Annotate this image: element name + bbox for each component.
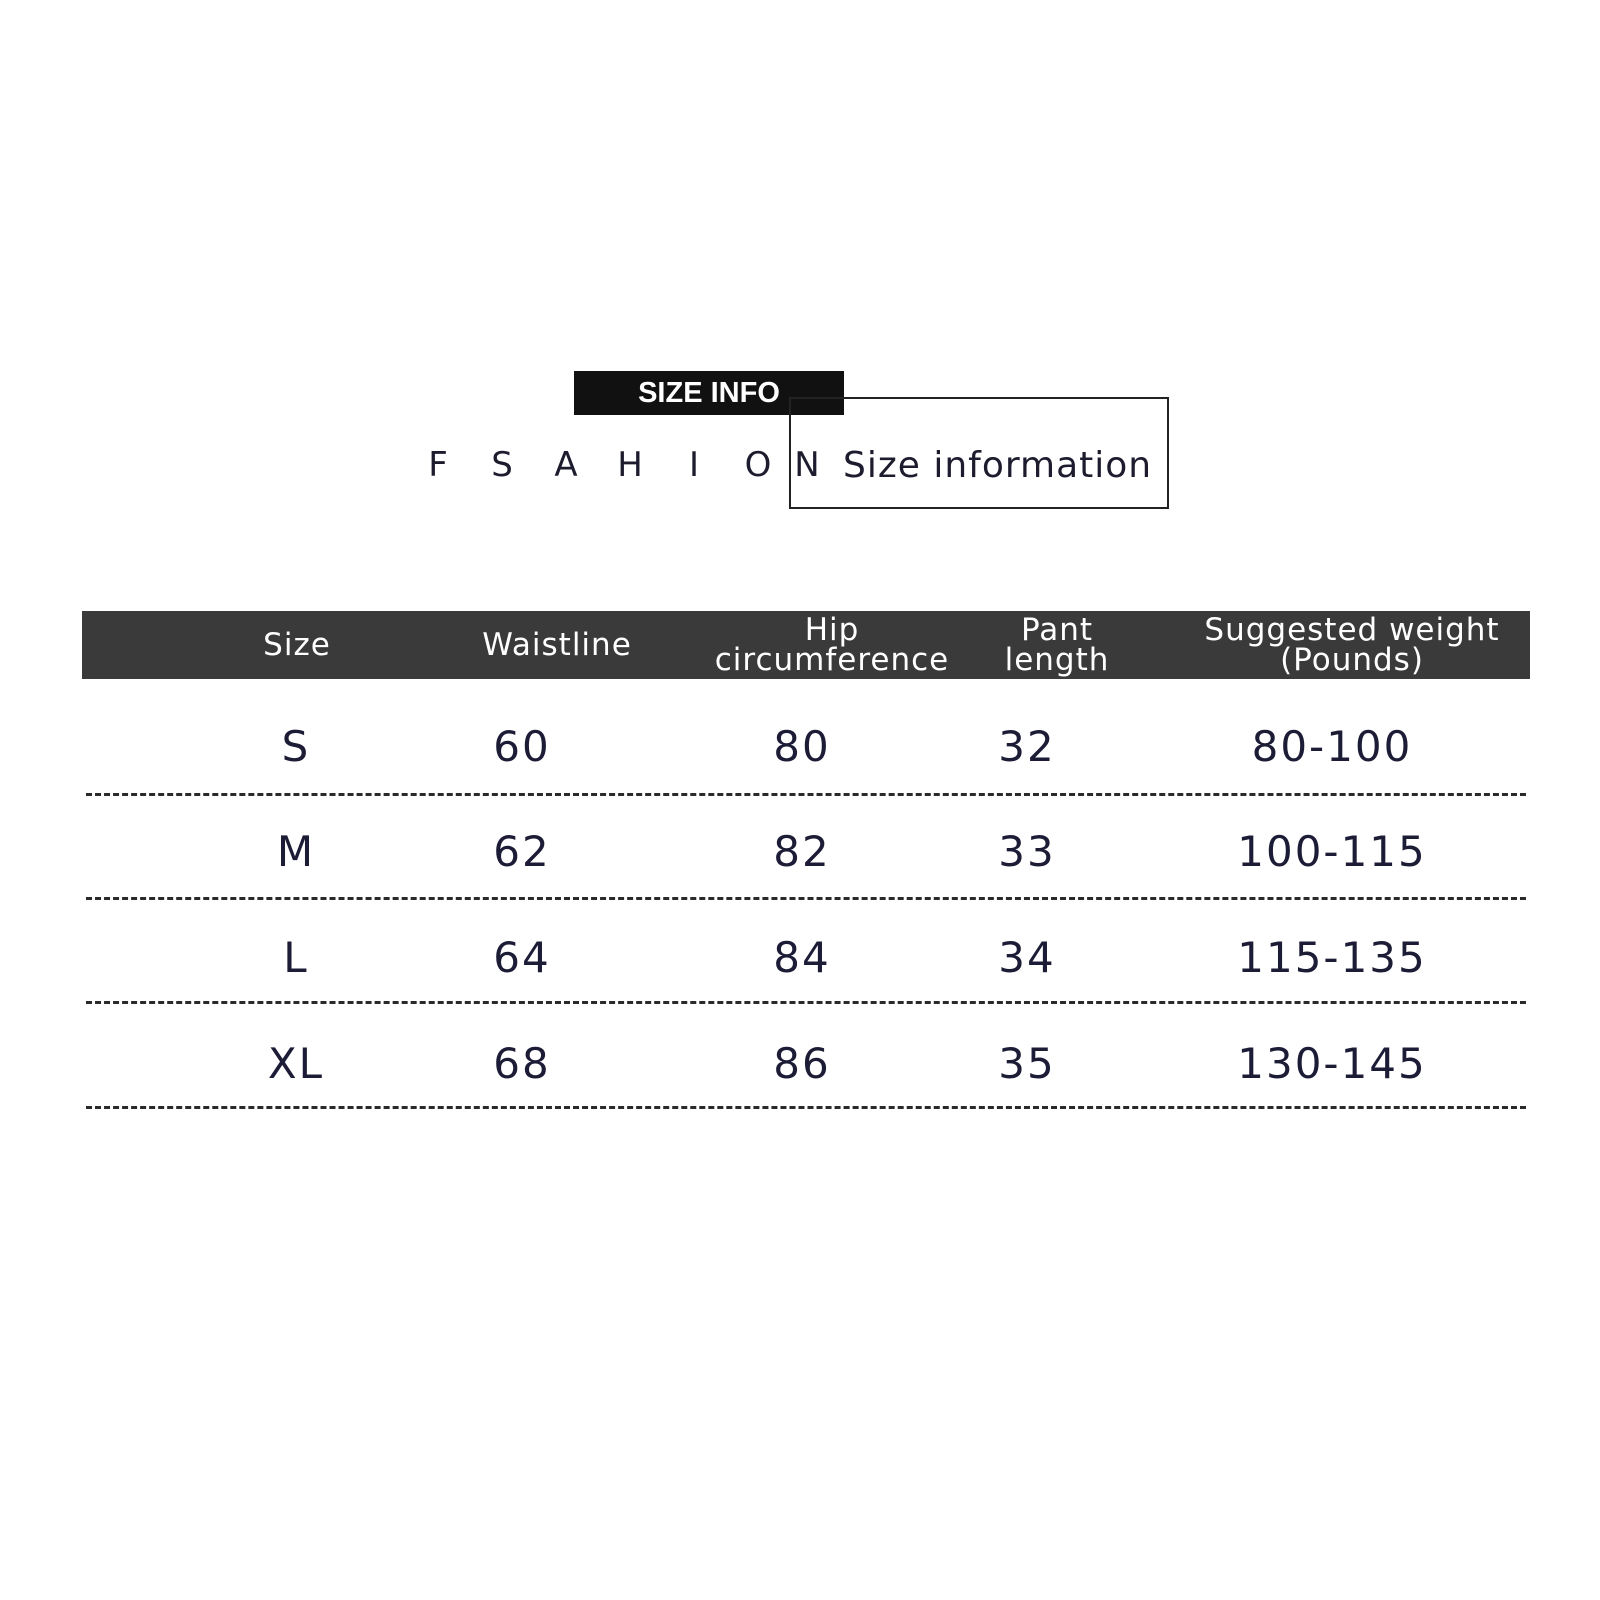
- cell-waistline: 64: [493, 932, 551, 982]
- table-row: [82, 811, 1530, 891]
- header-pant-length: [942, 611, 1172, 679]
- header-pant-line1: Pant: [1020, 612, 1094, 648]
- row-divider: [86, 1001, 1526, 1004]
- brand-letter: N: [794, 445, 820, 485]
- brand-letters: [406, 440, 824, 490]
- header-hip-line2: circumference: [714, 642, 950, 678]
- cell-size: S: [281, 721, 311, 771]
- cell-hip: 84: [773, 932, 831, 982]
- subtitle: Size information: [843, 444, 1153, 486]
- brand-letter: H: [617, 445, 643, 485]
- cell-waistline: 60: [493, 721, 551, 771]
- row-divider: [86, 1106, 1526, 1109]
- cell-pant-length: 33: [998, 826, 1056, 876]
- cell-waistline: 68: [493, 1038, 551, 1088]
- cell-size: XL: [267, 1038, 325, 1088]
- brand-letter: I: [688, 445, 700, 485]
- cell-hip: 80: [773, 721, 831, 771]
- table-row: [82, 917, 1530, 997]
- cell-pant-length: 34: [998, 932, 1056, 982]
- brand-letter: O: [744, 445, 772, 485]
- header-waistline-label: Waistline: [482, 627, 632, 663]
- cell-hip: 86: [773, 1038, 831, 1088]
- row-divider: [86, 897, 1526, 900]
- header-hip-line1: Hip: [804, 612, 860, 648]
- cell-pant-length: 35: [998, 1038, 1056, 1088]
- cell-size: L: [283, 932, 309, 982]
- header-size-label: Size: [263, 627, 331, 663]
- row-divider: [86, 793, 1526, 796]
- cell-pant-length: 32: [998, 721, 1056, 771]
- brand-letter: S: [491, 445, 513, 485]
- cell-hip: 82: [773, 826, 831, 876]
- cell-size: M: [276, 826, 316, 876]
- table-row: [82, 706, 1530, 786]
- header-pant-line2: length: [1004, 642, 1110, 678]
- header-waistline: [442, 611, 672, 679]
- header-weight: [1192, 611, 1512, 679]
- brand-letter: F: [428, 445, 448, 485]
- header-size: [182, 611, 412, 679]
- cell-weight: 100-115: [1237, 826, 1427, 876]
- header-weight-line1: Suggested weight: [1204, 612, 1500, 648]
- brand-letter: A: [554, 445, 578, 485]
- cell-waistline: 62: [493, 826, 551, 876]
- cell-weight: 115-135: [1237, 932, 1427, 982]
- table-row: [82, 1023, 1530, 1103]
- size-info-tag-label: SIZE INFO: [638, 376, 780, 409]
- cell-weight: 130-145: [1237, 1038, 1427, 1088]
- table-header: [82, 611, 1530, 679]
- header-weight-line2: (Pounds): [1280, 642, 1424, 678]
- cell-weight: 80-100: [1251, 721, 1413, 771]
